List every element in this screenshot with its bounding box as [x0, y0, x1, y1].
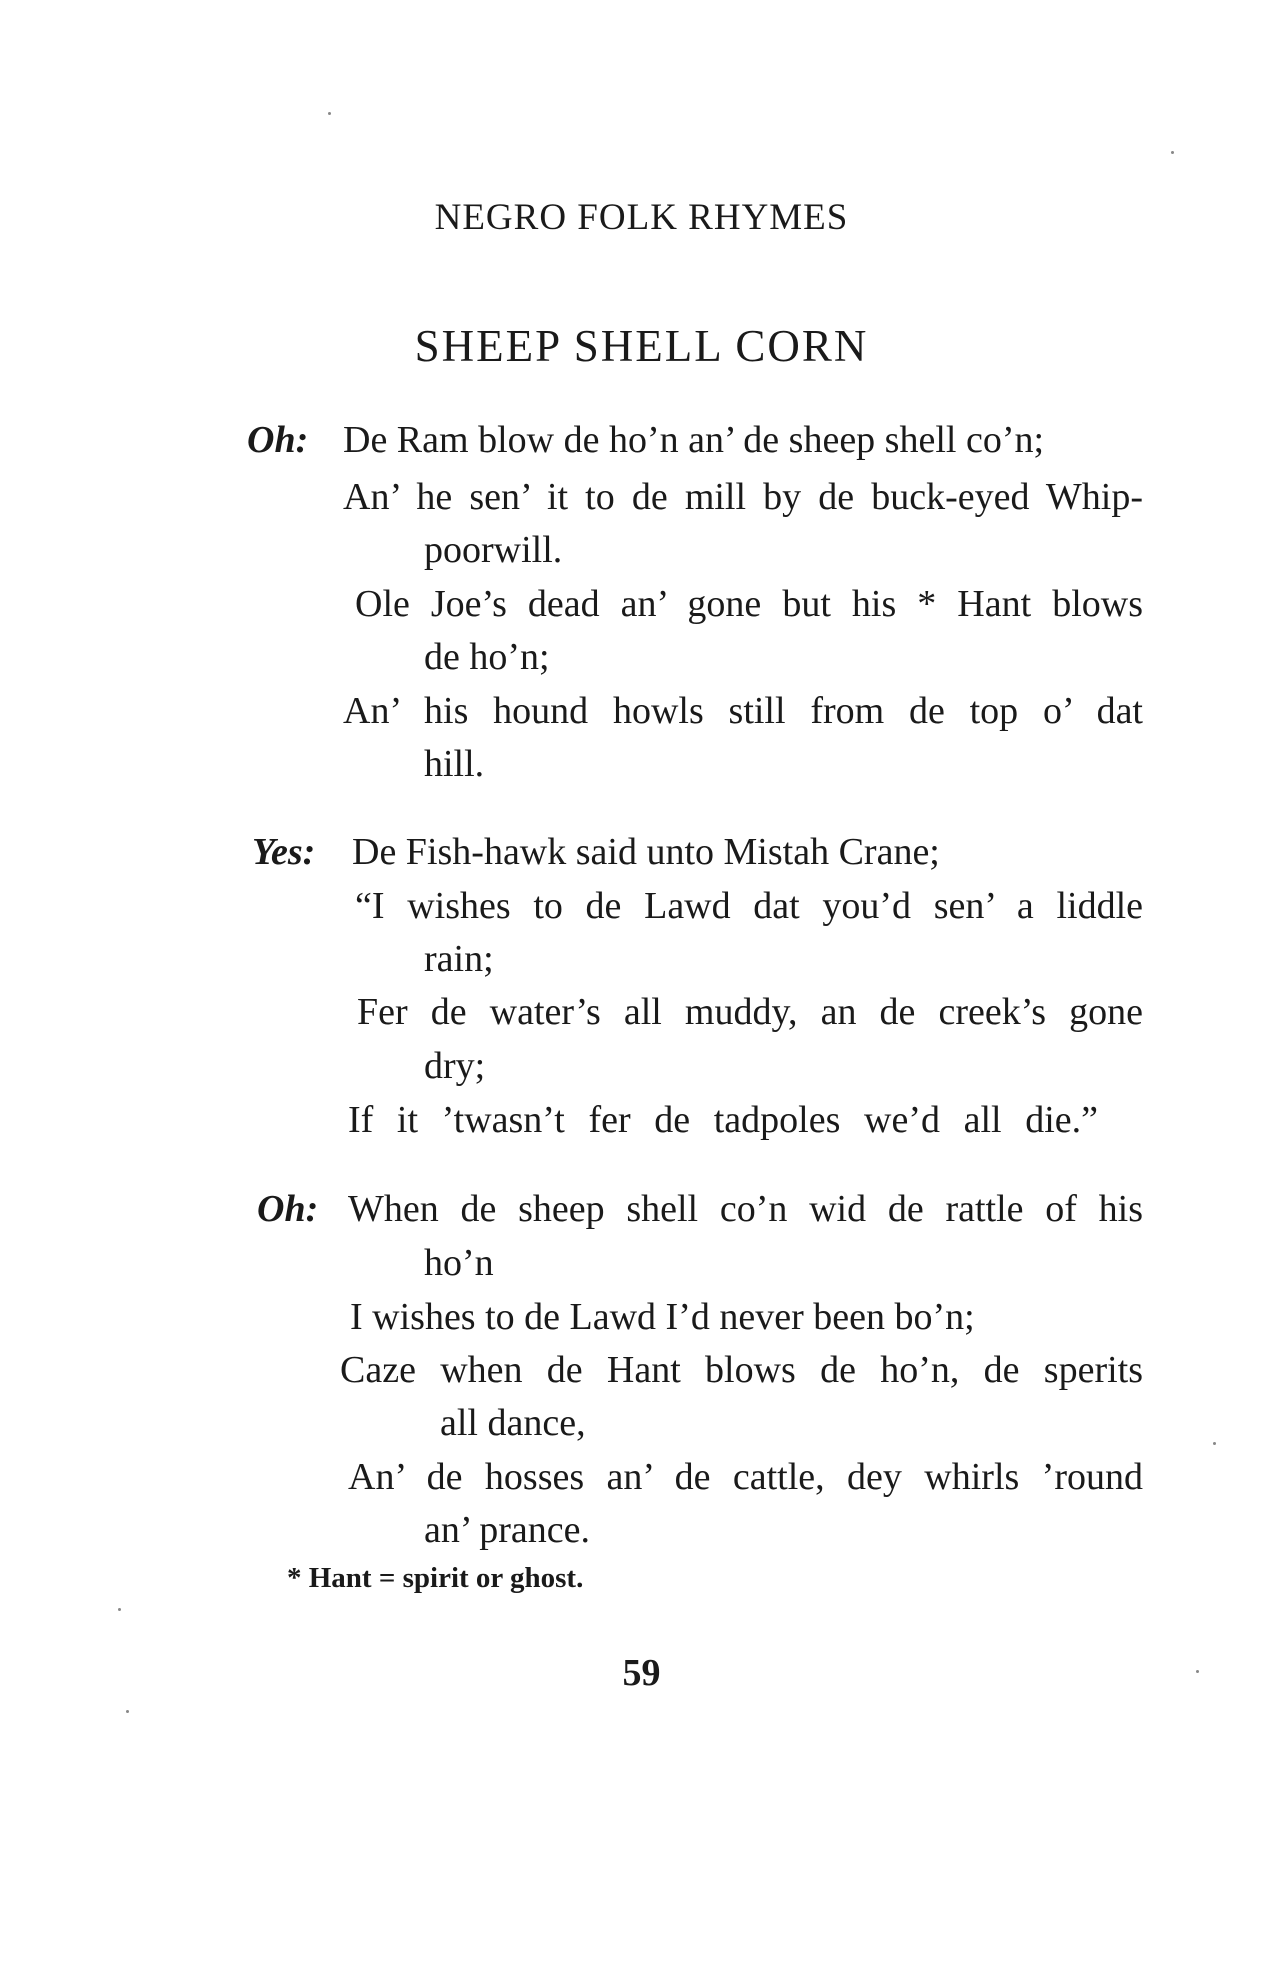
verse-line: If it ’twasn’t fer de tadpoles we’d all die.”	[348, 1099, 1098, 1141]
verse-line: I wishes to de Lawd I’d never been bo’n;	[350, 1296, 975, 1338]
poem-title: SHEEP SHELL CORN	[414, 321, 869, 371]
verse-line: De Ram blow de ho’n an’ de sheep shell co’n;	[343, 419, 1045, 461]
scan-speck	[118, 1608, 121, 1611]
scan-speck	[1213, 1442, 1216, 1445]
verse-line: “I wishes to de Lawd dat you’d sen’ a liddle	[355, 885, 1143, 927]
verse-line: An’ he sen’ it to de mill by de buck-eyed Whip-	[343, 476, 1143, 518]
verse-line: An’ de hosses an’ de cattle, dey whirls ’round	[348, 1456, 1143, 1498]
stanza-label: Oh:	[247, 419, 309, 461]
scan-speck	[1171, 151, 1174, 154]
verse-line: Ole Joe’s dead an’ gone but his * Hant blows	[355, 583, 1143, 625]
footnote: * Hant = spirit or ghost.	[287, 1562, 584, 1594]
stanza-label: Oh:	[257, 1188, 319, 1230]
scan-speck	[1196, 1670, 1199, 1673]
running-head: NEGRO FOLK RHYMES	[434, 197, 849, 238]
scan-speck	[328, 112, 331, 115]
verse-line: Fer de water’s all muddy, an de creek’s gone	[357, 991, 1143, 1033]
verse-line: poorwill.	[424, 529, 563, 571]
verse-line: an’ prance.	[424, 1509, 590, 1551]
verse-line: all dance,	[440, 1402, 586, 1444]
page-number: 59	[622, 1652, 661, 1694]
verse-line: dry;	[424, 1045, 486, 1087]
verse-line: An’ his hound howls still from de top o’ dat	[343, 690, 1143, 732]
verse-line: ho’n	[424, 1242, 494, 1284]
verse-line: Caze when de Hant blows de ho’n, de sperits	[340, 1349, 1143, 1391]
verse-line: hill.	[424, 743, 485, 785]
scan-speck	[126, 1710, 129, 1713]
verse-line: de ho’n;	[424, 636, 550, 678]
stanza-label: Yes:	[252, 831, 316, 873]
verse-line: De Fish-hawk said unto Mistah Crane;	[352, 831, 940, 873]
verse-line: When de sheep shell co’n wid de rattle of his	[348, 1188, 1143, 1230]
verse-line: rain;	[424, 938, 494, 980]
